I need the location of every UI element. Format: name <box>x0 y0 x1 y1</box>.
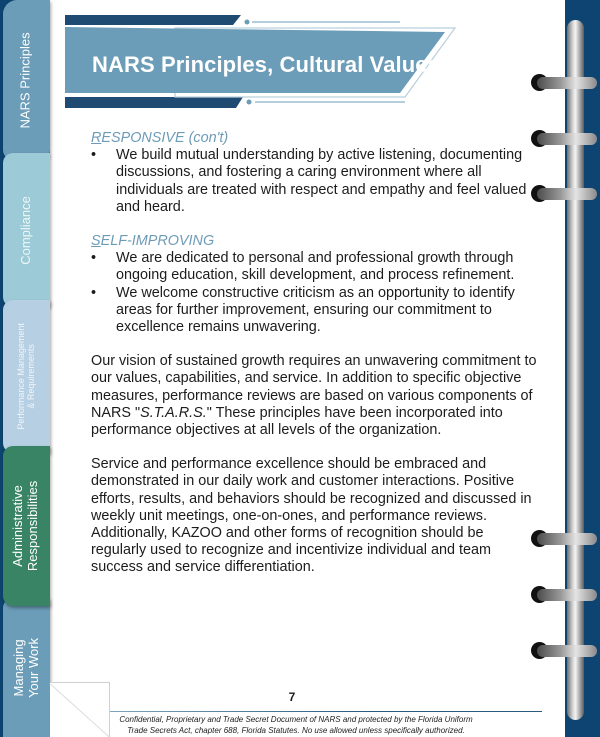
tab-label <box>12 481 42 571</box>
page-title: NARS Principles, Cultural Values <box>92 52 440 77</box>
tab-label-line2: Your Work <box>25 637 41 698</box>
page-number: 7 <box>288 690 296 704</box>
heading-initial: S <box>91 233 101 250</box>
footer-divider <box>110 711 542 712</box>
paragraph-service: Service and performance excellence should be embraced and demonstrated in our daily work and customer interactions. Positive efforts, results, and behaviors should be recognized and discussed in weekly unit meetings, one-on-ones, and performance reviews. Additionally, KAZOO and other forms of recognition should be regularly used to recognize and incentivize individual and team success and service differentiation. <box>91 456 532 576</box>
main-content <box>91 130 541 577</box>
binder-rod <box>567 20 584 720</box>
binder-ring-icon <box>531 131 599 146</box>
confidentiality-notice: Confidential, Proprietary and Trade Secret Document of NARS and protected by the Florida Uniform Trade Secrets Act, chapter 688, Florida Statutes. No use allowed unless specifically authorized. <box>119 715 473 735</box>
tab-performance-management[interactable] <box>3 300 50 453</box>
stars-term: S.T.A.R.S. <box>140 404 207 421</box>
page-fold-corner <box>50 682 110 737</box>
binder-ring-icon <box>531 186 599 201</box>
section-heading-responsive <box>91 130 541 147</box>
tab-compliance[interactable] <box>3 153 50 307</box>
tab-label <box>16 323 37 430</box>
heading-rest: ELF-IMPROVING <box>100 233 215 250</box>
tab-label: Compliance <box>18 195 34 265</box>
tab-label: NARS Principles <box>18 31 34 129</box>
bullet-list <box>91 147 541 216</box>
tab-nars-principles[interactable] <box>3 0 50 160</box>
binder-ring-icon <box>531 587 599 602</box>
list-item: • We welcome constructive criticism as an opportunity to identify areas for further improvement, ensuring our commitment to excellence remains unwavering. <box>91 285 541 337</box>
tab-label-line1: Administrative <box>10 485 26 567</box>
tab-label-line1: Managing <box>10 638 26 697</box>
list-item: • We build mutual understanding by active listening, documenting discussions, and fostering a caring environment where all individuals are treated with respect and empathy and feel valued and heard. <box>91 147 541 216</box>
title-banner <box>65 15 465 110</box>
tab-administrative-responsibilities[interactable] <box>3 446 50 606</box>
heading-rest: ESPONSIVE (con't) <box>101 130 229 146</box>
section-heading-self-improving <box>91 233 541 250</box>
paragraph-text: Our vision of sustained growth requires an unwavering commitment to our values, capabilities, and service. In addition to specific objective measures, performance reviews are based on various components of NARS " <box>91 353 537 421</box>
tab-managing-your-work[interactable] <box>3 598 50 737</box>
tab-label-line2: & Requirements <box>26 344 37 409</box>
list-item: • We are dedicated to personal and professional growth through ongoing education, skill development, and process refinement. <box>91 250 541 284</box>
tab-label <box>12 638 42 698</box>
paragraph-text: " These principles have been incorporated into performance objectives at all levels of the organization. <box>91 404 503 439</box>
tab-label-line1: Performance Management <box>16 323 27 430</box>
tab-label-line2: Responsibilities <box>25 480 41 572</box>
paragraph-vision <box>91 353 541 439</box>
binder-ring-icon <box>531 75 599 90</box>
binder-ring-icon <box>531 531 599 546</box>
binder-ring-icon <box>531 643 599 658</box>
bullet-list <box>91 250 541 336</box>
heading-initial: R <box>91 130 102 146</box>
